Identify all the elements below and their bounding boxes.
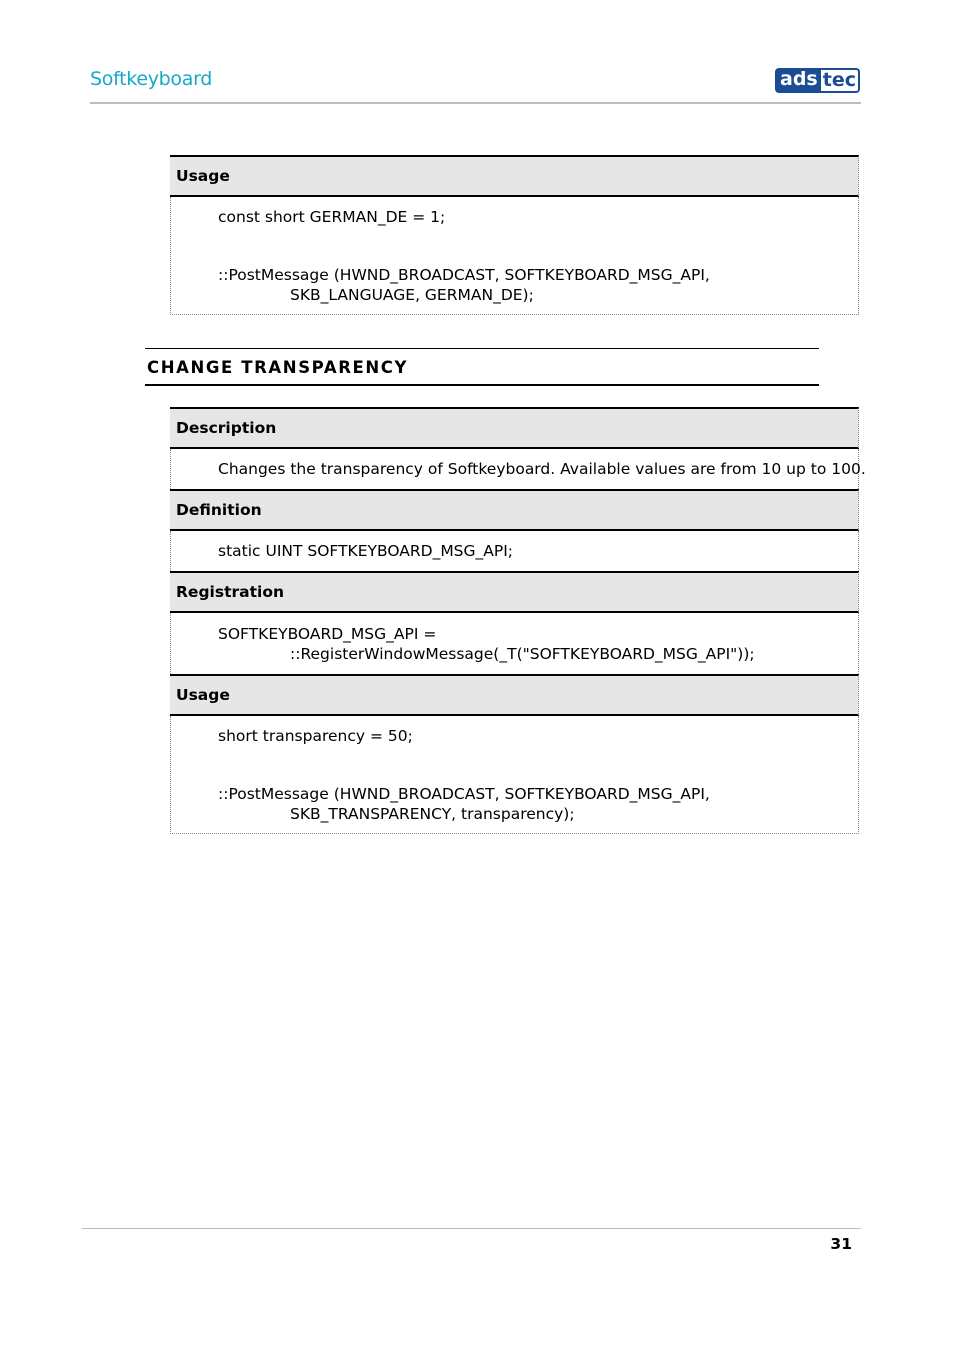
code-line: short transparency = 50; xyxy=(218,727,413,745)
code-line: SOFTKEYBOARD_MSG_API = xyxy=(218,625,437,643)
usage-header: Usage xyxy=(170,674,859,716)
code-line: ::RegisterWindowMessage(_T("SOFTKEYBOARD_MSG_API")); xyxy=(290,645,755,663)
registration-content xyxy=(170,613,859,674)
logo-tec-text: tec xyxy=(821,68,860,93)
header-divider xyxy=(90,102,861,104)
footer-divider xyxy=(82,1228,861,1229)
logo-ads-text: ads xyxy=(775,68,821,93)
document-title: Softkeyboard xyxy=(90,68,213,90)
code-line: SKB_TRANSPARENCY, transparency); xyxy=(290,805,575,823)
ads-tec-logo xyxy=(775,68,858,93)
code-line: const short GERMAN_DE = 1; xyxy=(218,208,446,226)
usage-content xyxy=(170,716,859,834)
page-number: 31 xyxy=(830,1235,852,1253)
definition-text: static UINT SOFTKEYBOARD_MSG_API; xyxy=(218,542,514,560)
code-line: SKB_LANGUAGE, GERMAN_DE); xyxy=(290,286,534,304)
code-line: ::PostMessage (HWND_BROADCAST, SOFTKEYBOARD_MSG_API, xyxy=(218,785,710,803)
section-title: CHANGE TRANSPARENCY xyxy=(147,358,409,377)
section-heading xyxy=(145,348,819,386)
description-content xyxy=(170,449,866,489)
registration-header: Registration xyxy=(170,571,859,613)
definition-header: Definition xyxy=(170,489,859,531)
description-header: Description xyxy=(170,407,859,449)
usage-table-language xyxy=(170,155,859,315)
code-line: ::PostMessage (HWND_BROADCAST, SOFTKEYBOARD_MSG_API, xyxy=(218,266,710,284)
transparency-table xyxy=(170,407,866,834)
usage-content xyxy=(170,197,859,315)
description-text: Changes the transparency of Softkeyboard. Available values are from 10 up to 100. xyxy=(218,460,866,478)
usage-header: Usage xyxy=(170,155,859,197)
definition-content xyxy=(170,531,859,571)
